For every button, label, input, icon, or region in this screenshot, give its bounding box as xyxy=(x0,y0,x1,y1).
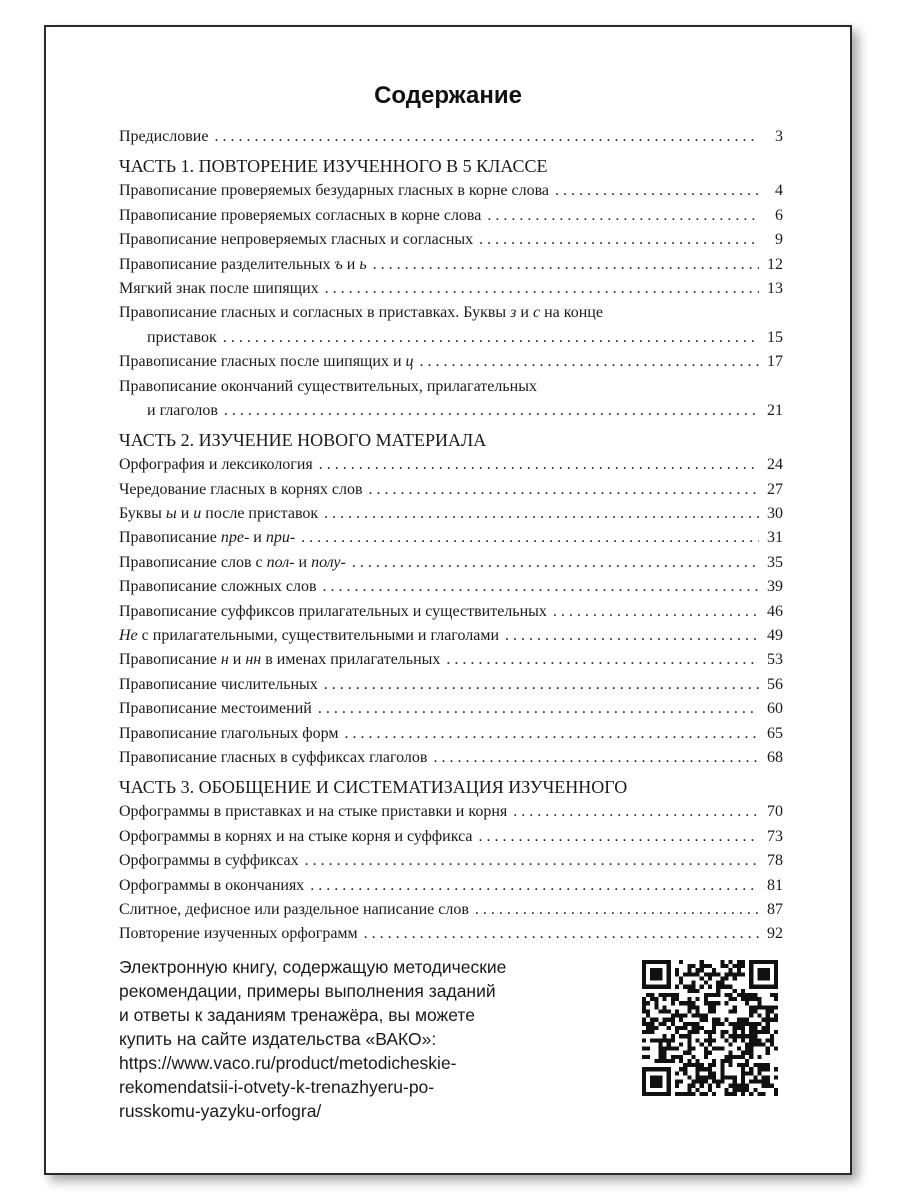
toc-entry[interactable] xyxy=(119,478,783,502)
dot-leader xyxy=(505,624,759,648)
entry-page: 92 xyxy=(767,925,783,943)
dot-leader xyxy=(420,350,760,374)
entry-label: Орфограммы в суффиксах xyxy=(119,852,299,870)
entry-page: 68 xyxy=(767,748,783,766)
note-line: рекомендации, примеры выполнения заданий xyxy=(119,981,496,1001)
toc-entry[interactable] xyxy=(119,825,783,849)
dot-leader xyxy=(369,478,759,502)
dot-leader xyxy=(214,125,759,149)
dot-leader xyxy=(478,825,759,849)
toc-entry[interactable] xyxy=(119,849,783,873)
entry-label: Мягкий знак после шипящих xyxy=(119,279,319,297)
toc-entry[interactable] xyxy=(119,874,783,898)
entry-page: 13 xyxy=(767,279,783,297)
toc-entry[interactable] xyxy=(119,204,783,228)
entry-page: 73 xyxy=(767,827,783,845)
entry-page: 4 xyxy=(775,182,783,200)
qr-modules xyxy=(642,960,778,1096)
part-heading-2: ЧАСТЬ 2. ИЗУЧЕНИЕ НОВОГО МАТЕРИАЛА xyxy=(119,430,487,451)
entry-label-continued: и глаголов xyxy=(147,401,218,419)
entry-label: Правописание глагольных форм xyxy=(119,724,339,742)
dot-leader xyxy=(553,600,759,624)
dot-leader xyxy=(513,800,759,824)
entry-page: 35 xyxy=(767,553,783,571)
entry-line-2 xyxy=(119,326,783,350)
entry-page: 6 xyxy=(775,206,783,224)
entry-page: 15 xyxy=(767,328,783,346)
entry-page: 49 xyxy=(767,627,783,645)
entry-label: Правописание гласных и согласных в приставках. Буквы з и с на конце xyxy=(119,304,603,322)
entry-page: 17 xyxy=(767,353,783,371)
part-heading-1: ЧАСТЬ 1. ПОВТОРЕНИЕ ИЗУЧЕННОГО В 5 КЛАССЕ xyxy=(119,156,548,177)
dot-leader xyxy=(318,697,759,721)
toc-entry[interactable] xyxy=(119,898,783,922)
toc-entry[interactable] xyxy=(119,502,783,526)
dot-leader xyxy=(479,228,759,252)
toc-entry[interactable] xyxy=(119,551,783,575)
toc-entry[interactable] xyxy=(119,624,783,648)
entry-label: Правописание сложных слов xyxy=(119,578,317,596)
toc-entry[interactable] xyxy=(119,800,783,824)
entry-page: 65 xyxy=(767,724,783,742)
dot-leader xyxy=(324,673,759,697)
entry-label: Правописание разделительных ъ и ь xyxy=(119,255,367,273)
toc-entry[interactable] xyxy=(119,301,783,350)
entry-page: 87 xyxy=(767,900,783,918)
dot-leader xyxy=(555,179,759,203)
dot-leader xyxy=(319,453,759,477)
dot-leader xyxy=(352,551,759,575)
note-line: купить на сайте издательства «ВАКО»: xyxy=(119,1029,437,1049)
entry-label: Правописание проверяемых безударных гласных в корне слова xyxy=(119,182,550,200)
entry-label: Предисловие xyxy=(119,128,209,145)
dot-leader xyxy=(301,526,759,550)
entry-label: Слитное, дефисное или раздельное написание слов xyxy=(119,900,469,918)
entry-label: Правописание числительных xyxy=(119,675,318,693)
book-page xyxy=(44,25,852,1175)
entry-page: 53 xyxy=(767,651,783,669)
entry-label: Правописание гласных в суффиксах глаголов xyxy=(119,748,428,766)
toc-entry-preface[interactable] xyxy=(119,125,783,149)
entry-label: Повторение изученных орфограмм xyxy=(119,925,358,943)
table-of-contents xyxy=(119,125,783,947)
dot-leader xyxy=(223,326,759,350)
entry-page: 27 xyxy=(767,480,783,498)
entry-label: Орфограммы в окончаниях xyxy=(119,876,305,894)
entry-line-1 xyxy=(119,301,783,325)
toc-entry[interactable] xyxy=(119,253,783,277)
entry-page: 12 xyxy=(767,255,783,273)
entry-label: Орфограммы в корнях и на стыке корня и суффикса xyxy=(119,827,473,845)
toc-entry[interactable] xyxy=(119,526,783,550)
entry-line-2 xyxy=(119,399,783,423)
entry-page: 70 xyxy=(767,803,783,821)
entry-label: Чередование гласных в корнях слов xyxy=(119,480,363,498)
entry-label: Не с прилагательными, существительными и глаголами xyxy=(119,627,500,645)
entry-page: 9 xyxy=(775,231,783,249)
entry-label: Правописание окончаний существительных, прилагательных xyxy=(119,377,537,395)
entry-label: Правописание слов с пол- и полу- xyxy=(119,553,346,571)
dot-leader xyxy=(446,648,759,672)
entry-page: 3 xyxy=(775,128,783,145)
note-url-line[interactable]: russkomu-yazyku-orfogra/ xyxy=(119,1101,322,1121)
entry-page: 60 xyxy=(767,700,783,718)
part-heading-3: ЧАСТЬ 3. ОБОБЩЕНИЕ И СИСТЕМАТИЗАЦИЯ ИЗУЧЕННОГО xyxy=(119,777,628,798)
ebook-note xyxy=(119,955,619,1123)
note-line: Электронную книгу, содержащую методические xyxy=(119,957,507,977)
toc-entry[interactable] xyxy=(119,228,783,252)
dot-leader xyxy=(224,399,759,423)
toc-entry[interactable] xyxy=(119,600,783,624)
toc-entry[interactable] xyxy=(119,673,783,697)
entry-page: 31 xyxy=(767,529,783,547)
entry-page: 78 xyxy=(767,852,783,870)
dot-leader xyxy=(487,204,759,228)
entry-label: Буквы ы и и после приставок xyxy=(119,505,319,523)
entry-page: 21 xyxy=(767,401,783,419)
dot-leader xyxy=(433,746,759,770)
toc-entry[interactable] xyxy=(119,722,783,746)
entry-label: Правописание местоимений xyxy=(119,700,312,718)
toc-entry[interactable] xyxy=(119,277,783,301)
toc-entry[interactable] xyxy=(119,648,783,672)
dot-leader xyxy=(323,575,759,599)
dot-leader xyxy=(310,874,759,898)
entry-label: Правописание суффиксов прилагательных и существительных xyxy=(119,602,547,620)
entry-label-continued: приставок xyxy=(147,328,217,346)
entry-label: Правописание проверяемых согласных в корне слова xyxy=(119,206,482,224)
entry-label: Правописание непроверяемых гласных и согласных xyxy=(119,231,474,249)
dot-leader xyxy=(324,502,759,526)
dot-leader xyxy=(344,722,759,746)
dot-leader xyxy=(325,277,759,301)
toc-entry[interactable] xyxy=(119,453,783,477)
toc-entry[interactable] xyxy=(119,922,783,946)
entry-label: Орфография и лексикология xyxy=(119,456,313,474)
entry-label: Правописание гласных после шипящих и ц xyxy=(119,353,414,371)
entry-label: Правописание н и нн в именах прилагательных xyxy=(119,651,441,669)
entry-page: 56 xyxy=(767,675,783,693)
note-url-line[interactable]: rekomendatsii-i-otvety-k-trenazhyeru-po- xyxy=(119,1077,435,1097)
entry-page: 46 xyxy=(767,602,783,620)
entry-line-1 xyxy=(119,375,783,399)
dot-leader xyxy=(475,898,759,922)
dot-leader xyxy=(364,922,759,946)
toc-entry[interactable] xyxy=(119,575,783,599)
note-url-line[interactable]: https://www.vaco.ru/product/metodicheskie- xyxy=(119,1053,457,1073)
toc-entry[interactable] xyxy=(119,375,783,424)
entry-page: 24 xyxy=(767,456,783,474)
entry-page: 39 xyxy=(767,578,783,596)
entry-page: 30 xyxy=(767,505,783,523)
qr-code-icon[interactable] xyxy=(642,960,778,1096)
note-line: и ответы к заданиям тренажёра, вы можете xyxy=(119,1005,475,1025)
toc-entry[interactable] xyxy=(119,746,783,770)
toc-entry[interactable] xyxy=(119,350,783,374)
toc-entry[interactable] xyxy=(119,179,783,203)
entry-page: 81 xyxy=(767,876,783,894)
page-title: Содержание xyxy=(374,82,522,109)
entry-label: Орфограммы в приставках и на стыке приставки и корня xyxy=(119,803,508,821)
toc-entry[interactable] xyxy=(119,697,783,721)
entry-label: Правописание пре- и при- xyxy=(119,529,296,547)
dot-leader xyxy=(305,849,759,873)
dot-leader xyxy=(373,253,759,277)
